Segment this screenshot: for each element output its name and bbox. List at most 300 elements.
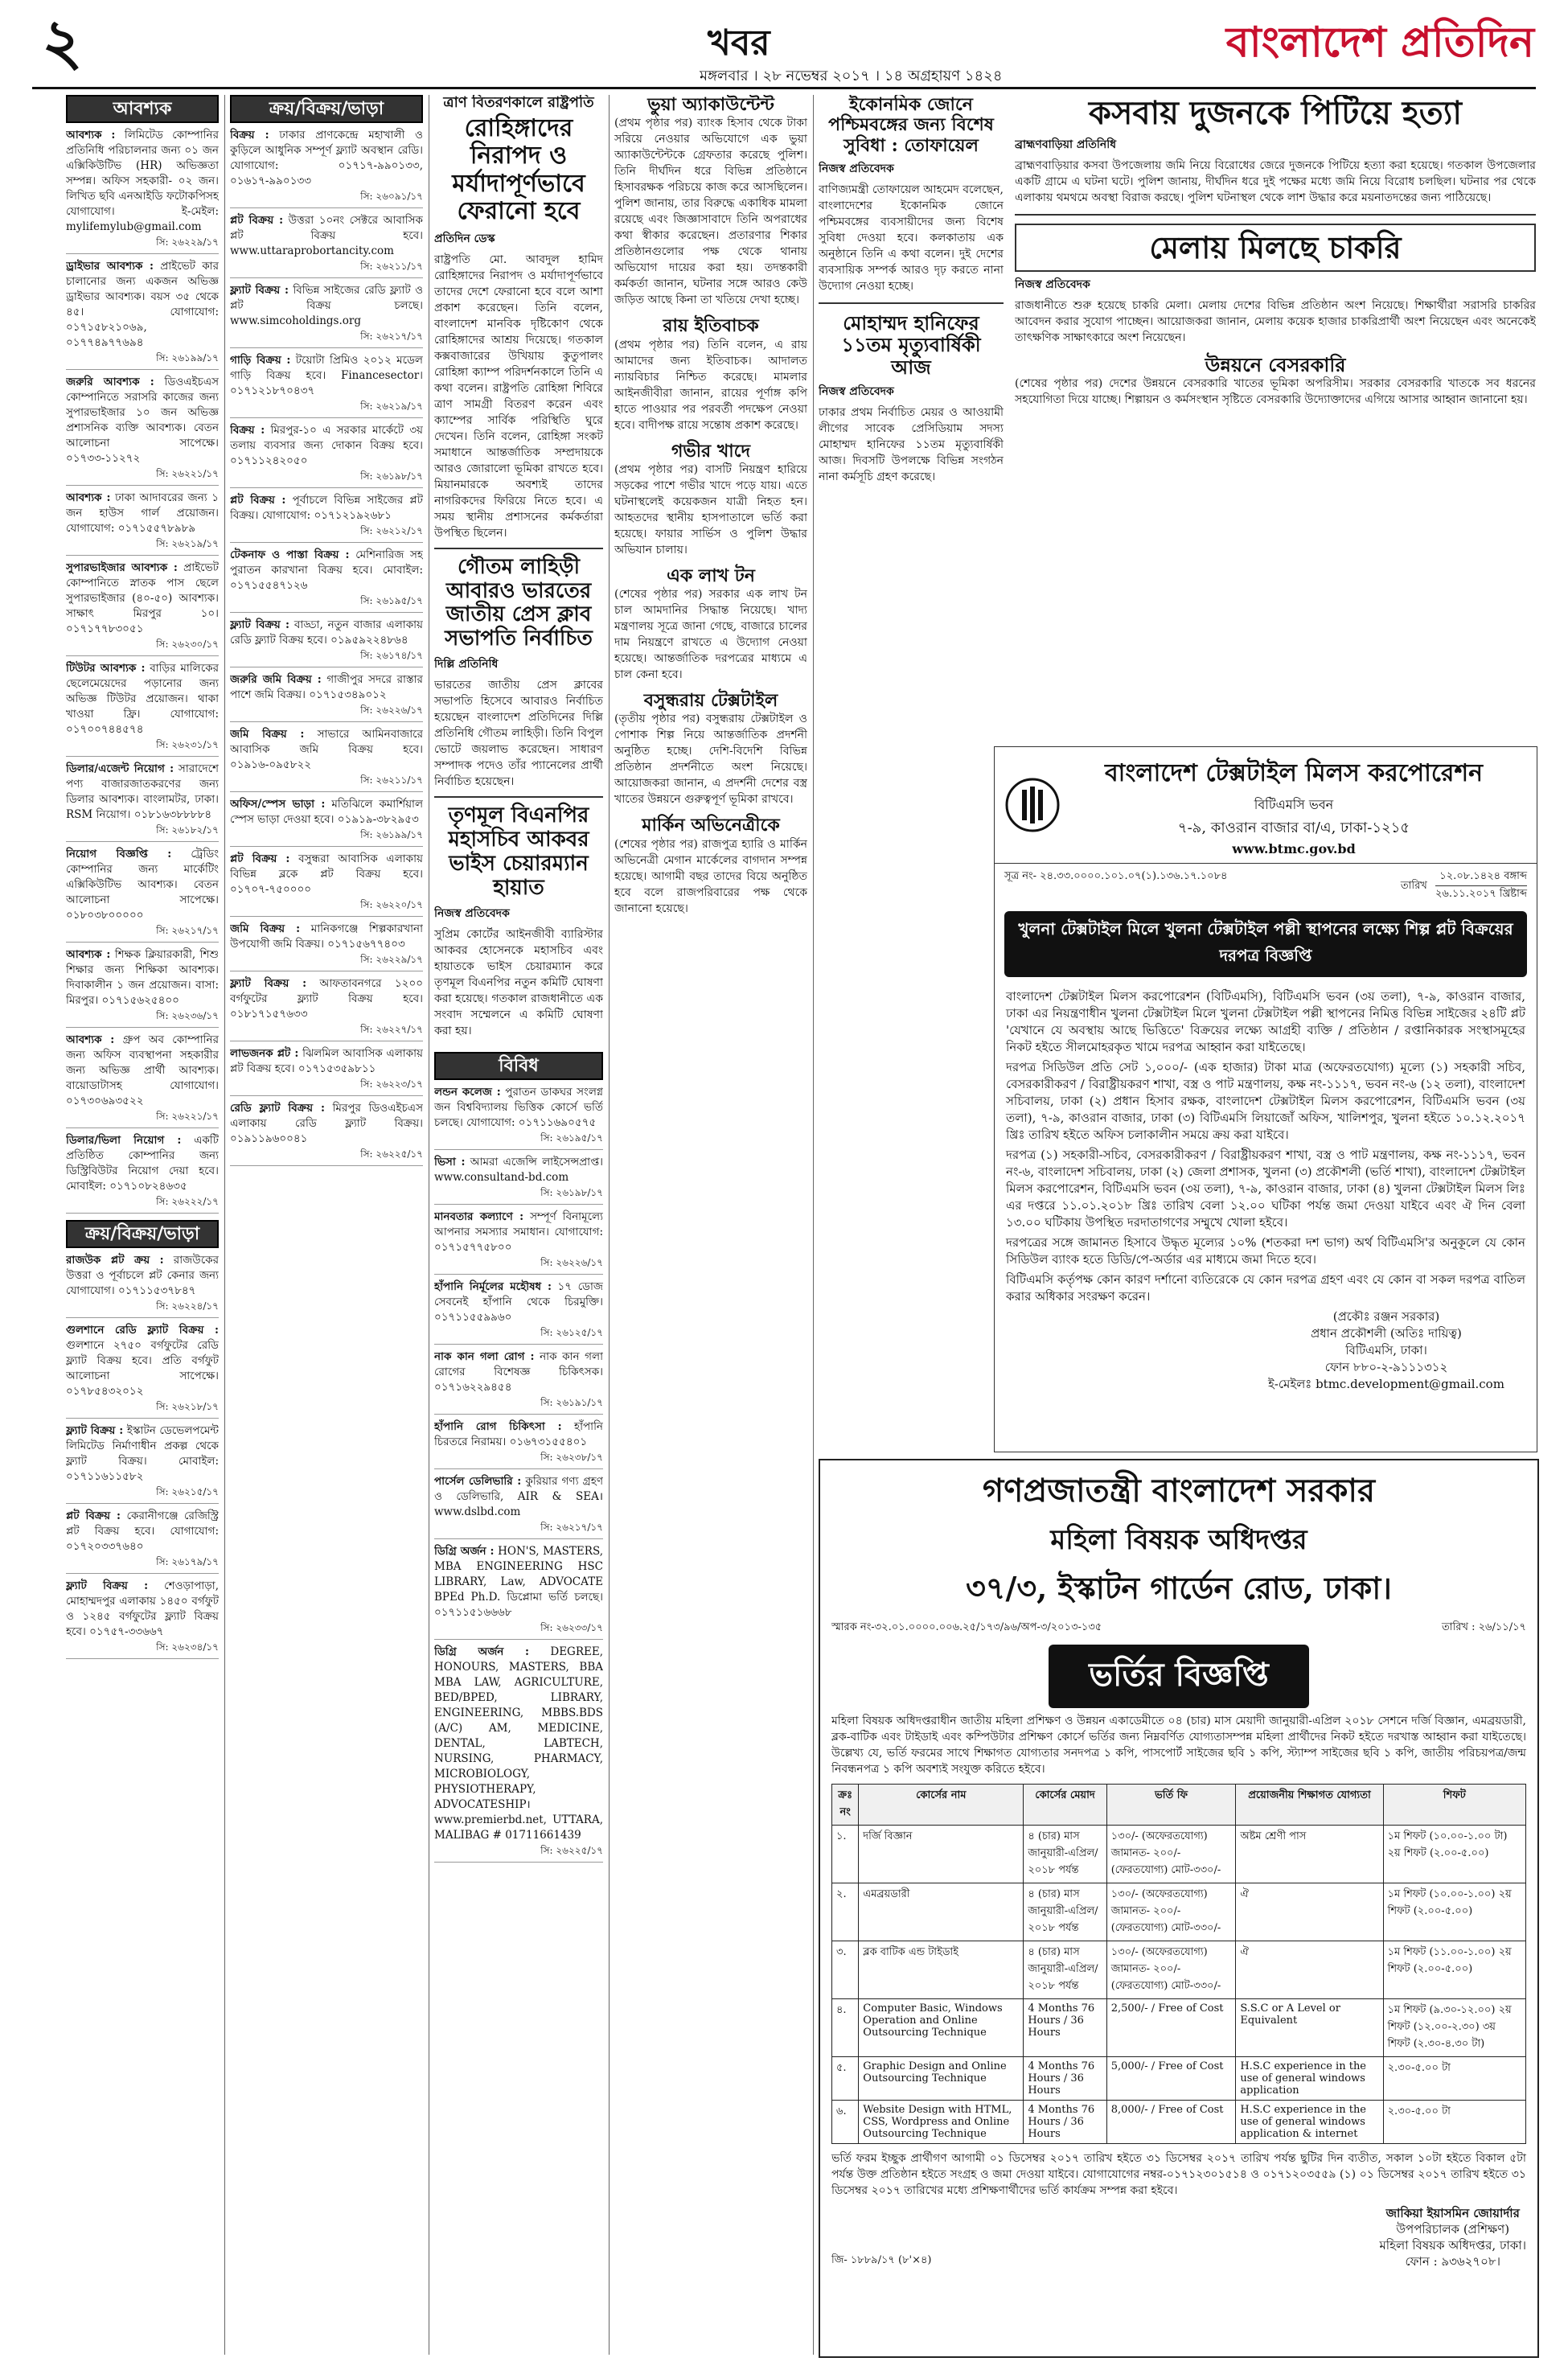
ad-paragraph: দরপত্রের সঙ্গে জামানত হিসাবে উদ্ধৃত মূল্যের ১০% (শতকরা দশ ভাগ) অর্থ বিটিএমসি'র অনুকূলে যে কোন সিডিউল ব্যাংক হতে ডিডি/পে-অর্ডার এর মাধ্যমে জমা দিতে হবে।	[1006, 1235, 1525, 1267]
classified-text: মানিকগঞ্জে শিল্পকারখানা উপযোগী জমি বিক্রয়। ০১৭১৫৬৭৭৪০৩	[230, 922, 423, 951]
classified-lead: পার্সেল ডেলিভারি :	[434, 1475, 522, 1488]
classified-text: পুরাতন ডাকঘর সংলগ্ন জন বিশ্ববিদ্যালয় ভিত্তিক কোর্সে ভর্তি চলছে। যোগাযোগ: ০১৭১১৬৯০৫৭৫	[434, 1086, 603, 1129]
table-cell: 4 Months 76 Hours / 36 Hours	[1024, 2057, 1106, 2101]
classified-item	[434, 1419, 603, 1469]
classified-lead: মানবতার কল্যাণে :	[434, 1210, 524, 1223]
classified-lead: আবশ্যক :	[66, 948, 111, 961]
story-headline: ভুয়া অ্যাকাউন্টেন্ট	[647, 95, 774, 115]
table-cell: ২.৩০-৫.০০ টা	[1383, 2101, 1525, 2144]
classified-item	[66, 1509, 219, 1574]
table-cell: ৪ (চার) মাস জানুয়ারী-এপ্রিল/২০১৮ পর্যন্ত	[1024, 1826, 1106, 1883]
ad-gov-name: গণপ্রজাতন্ত্রী বাংলাদেশ সরকার	[983, 1472, 1375, 1509]
table-cell: ব্লক বাটিক এন্ড টাইডাই	[859, 1941, 1024, 1999]
classified-code: সি: ২৬২৩১/১৭	[156, 739, 219, 750]
table-cell: ১ম শিফট (১০.০০-১.০০ টা) ২য় শিফট (২.০০-৫.০০)	[1383, 1826, 1525, 1883]
table-cell: 4 Months 76 Hours / 36 Hours	[1024, 2101, 1106, 2144]
classified-code: সি: ২৬১২৫/১৭	[540, 1327, 603, 1338]
ad-paragraph: বাংলাদেশ টেক্সটাইল মিলস করপোরেশন (বিটিএমসি), বিটিএমসি ভবন (৩য় তলা), ৭-৯, কাওরান বাজার, ঢাকা এর নিয়ন্ত্রণাধীন খুলনা টেক্সটাইল মিলে খুলনা টেক্সটাইল পল্লী স্থাপনের নিমিত্ত বিভিন্ন সাইজের ২৪টি প্লট 'যেখানে যে অবস্থায় আছে ভিত্তিতে' বিক্রয়ের লক্ষ্যে আগ্রহী ব্যক্তি / প্রতিষ্ঠান / রপ্তানিকারক সংস্থাসমূহের নিকট হইতে সীলমোহরকৃত খামে দরপত্র আহ্বান করা যাইতেছে।	[1006, 989, 1525, 1054]
table-cell: Computer Basic, Windows Operation and Online Outsourcing Technique	[859, 1999, 1024, 2057]
classified-text: নাক কান গলা রোগের বিশেষজ্ঞ চিকিৎসক। ০১৭১৬২২৯৪৫৪	[434, 1350, 603, 1394]
table-cell: ১৩০/- (অফেরতযোগ্য) জামানত- ২০০/- (ফেরতযোগ্য) মোট-৩৩০/-	[1106, 1883, 1236, 1941]
classified-lead: রেডি ফ্ল্যাট বিক্রয় :	[230, 1102, 325, 1115]
classified-item	[66, 375, 219, 486]
ad-ref: জি- ১৮৮৯/১৭ (৮'×৪)	[831, 2254, 932, 2266]
ad-org-name: বাংলাদেশ টেক্সটাইল মিলস করপোরেশন	[1104, 759, 1484, 787]
story-body: রাজধানীতে শুরু হয়েছে চাকরি মেলা। মেলায় দেশের বিভিন্ন প্রতিষ্ঠান অংশ নিয়েছে। শিক্ষার্থীরা সরাসরি চাকরির আবেদন করার সুযোগ পাচ্ছেন। আয়োজকরা জানান, মেলায় কয়েক হাজার চাকরিপ্রার্থী অংশ নিয়েছেন এবং অনেকেই তাৎক্ষণিক সাক্ষাৎকারে অংশ নিয়েছেন।	[1015, 298, 1536, 344]
ad-org-address: ৭-৯, কাওরান বাজার বা/এ, ঢাকা-১২১৫	[1177, 819, 1410, 836]
story-column-5	[819, 95, 1004, 738]
classified-code: সি: ২৬২৩৪/১৭	[156, 1641, 219, 1653]
ad-intro: মহিলা বিষয়ক অধিদপ্তরাধীন জাতীয় মহিলা প্রশিক্ষণ ও উন্নয়ন একাডেমীতে ০৪ (চার) মাস মেয়াদী জানুয়ারী-এপ্রিল ২০১৮ সেশনে দর্জি বিজ্ঞান, এমব্রয়ডারী, ব্লক-বাটিক এবং টাইডাই এবং কম্পিউটার প্রশিক্ষণ কোর্সে ভর্তির জন্য নিম্নবর্ণিত যোগ্যতাসম্পন্ন মহিলা প্রার্থীদের নিকট হইতে দরখাস্ত আহ্বান করা যাইতেছে। উল্লেখ্য যে, ভর্তি ফরমের সাথে শিক্ষাগত যোগ্যতার সনদপত্র ১ কপি, পাসপোর্ট সাইজের ছবি ১ কপি, স্ট্যাম্প সাইজের ছবি ১ কপি, জাতীয় পরিচয়পত্র/জন্ম নিবন্ধনপত্র ১ কপি অবশ্যই সংযুক্ত করিতে হইবে।	[831, 1715, 1526, 1776]
table-cell: 2,500/- / Free of Cost	[1106, 1999, 1236, 2057]
classified-lead: সুপারভাইজার আবশ্যক :	[66, 561, 178, 574]
classified-lead: প্লট বিক্রয় :	[230, 214, 284, 227]
classified-column-3	[434, 1052, 603, 2355]
classified-lead: ডিগ্রি অর্জন :	[434, 1545, 495, 1558]
classified-code: সি: ২৬১৯৮/১৭	[360, 470, 423, 482]
table-cell: অষ্টম শ্রেণী পাস	[1236, 1826, 1383, 1883]
classified-item	[230, 423, 423, 488]
classified-text: বিভিন্ন সাইজের রেডি ফ্ল্যাট ও প্লট বিক্রয় চলছে। www.simcoholdings.org	[230, 284, 423, 327]
classified-item	[434, 1544, 603, 1640]
classified-item	[434, 1210, 603, 1275]
story-byline: নিজস্ব প্রতিবেদক	[819, 384, 894, 398]
classified-code: সি: ২৬২৩৩/১৭	[540, 1622, 603, 1633]
classified-text: ইস্কাটন ডেভেলপমেন্ট লিমিটেড নির্মাণাধীন প্রকল্প থেকে ফ্ল্যাট বিক্রয়। মোবাইল: ০১৭১১৬১১৫৮২	[66, 1424, 219, 1483]
table-cell: এমব্রয়ডারী	[859, 1883, 1024, 1941]
classified-text: সম্পূর্ণ বিনামূল্যে আপনার সমস্যার সমাধান। যোগাযোগ: ০১৭১৫৭৭৫৮০০	[434, 1210, 603, 1254]
table-cell: ১.	[832, 1826, 859, 1883]
story-kicker: ত্রাণ বিতরণকালে রাষ্ট্রপতি	[443, 95, 594, 111]
classified-code: সি: ২৬২২৭/১৭	[360, 1024, 423, 1035]
table-row	[832, 1999, 1526, 2057]
classified-item	[66, 661, 219, 757]
classified-code: সি: ২৬২২৯/১৭	[360, 954, 423, 965]
classified-text: একটি প্রতিষ্ঠিত কোম্পানির জন্য ডিস্ট্রিবিউটর নিয়োগ দেয়া হবে। মোবাইল: ০১৭১০৮২৪৬৩৫	[66, 1134, 219, 1193]
classified-code: সি: ২৬১৮২/১৭	[156, 824, 219, 836]
classified-code: সি: ২৬১৯৯/১৭	[156, 352, 219, 363]
classified-item	[434, 1085, 603, 1150]
classified-lead: রাজউক প্লট ক্রয় :	[66, 1254, 164, 1267]
classified-lead: ডিলার/এজেন্ট নিয়োগ :	[66, 762, 174, 775]
story-byline: ব্রাহ্মণবাড়িয়া প্রতিনিধি	[1015, 138, 1117, 151]
classified-text: আফতাবনগরে ১২০০ বর্গফুটের ফ্ল্যাট বিক্রয় হবে। ০১৮১৭১৫৭৬৩৩	[230, 977, 423, 1021]
classified-item	[66, 1423, 219, 1504]
story-headline: উন্নয়নে বেসরকারি	[1205, 352, 1346, 376]
ad-phone: ফোন : ৯৩৬২৭০৮।	[1405, 2254, 1500, 2269]
story-body: ভারতের জাতীয় প্রেস ক্লাবের সভাপতি হিসেবে আবারও নির্বাচিত হয়েছেন বাংলাদেশ প্রতিদিনের দিল্লি প্রতিনিধি গৌতম লাহিড়ী। তিনি বিপুল ভোটে জয়লাভ করেছেন। সাধারণ সম্পাদক পদেও তাঁর প্যানেলের প্রার্থী নির্বাচিত হয়েছেন।	[434, 679, 603, 789]
classified-text: ঝিলমিল আবাসিক এলাকায় প্লট বিক্রয় হবে। ০১৭১৫৩৫৯৮১১	[230, 1047, 423, 1075]
classified-text: ডিওএইচএস কোম্পানিতে সরাসরি কাজের জন্য সুপারভাইজার ১০ জন অভিজ্ঞ প্রশাসনিক ব্যক্তি আবশ্যক। বেতন আলোচনা সাপেক্ষে। ০১৭৩৩-১১২৭২	[66, 376, 219, 465]
classified-item	[434, 1645, 603, 1863]
classified-text: প্রাইভেট কার চালানোর জন্য একজন অভিজ্ঞ ড্রাইভার আবশ্যক। বয়স ৩৫ থেকে ৪৫। যোগাযোগ: ০১৭১৫৮২১০৬৯, ০১৭৭৪৯৭৭৬৯৪	[66, 260, 219, 349]
story-body: (শেষের পৃষ্ঠার পর) সরকার এক লাখ টন চাল আমদানির সিদ্ধান্ত নিয়েছে। খাদ্য মন্ত্রণালয় সূত্রে জানা গেছে, বাজারে চালের দাম নিয়ন্ত্রণে রাখতে এ উদ্যোগ নেওয়া হয়েছে। আন্তর্জাতিক দরপত্রের মাধ্যমে এ চাল কেনা হবে।	[614, 588, 807, 682]
classified-text: ঢাকার প্রাণকেন্দ্রে মহাখালী ও কুড়িলে আধুনিক সম্পূর্ণ ফ্ল্যাট অবস্থান রেডি। যোগাযোগ: ০১৭১৭-৯৯০১৩৩, ০১৬১৭-৯৯০১৩৩	[230, 129, 423, 187]
ad-website: www.btmc.gov.bd	[1232, 841, 1356, 856]
classified-code: সি: ২৬২১৭/১৭	[156, 925, 219, 936]
classified-item	[230, 852, 423, 917]
ad-date-label: তারিখ	[1400, 880, 1427, 892]
classified-text: মিরপুর-১০ এ সরকার মার্কেটে ৩য় তলায় ব্যবসার জন্য দোকান বিক্রয় হবে। ০১৭১১২৪২০৫০	[230, 424, 423, 467]
classified-code: সি: ২৬২১২/১৭	[360, 525, 423, 536]
classified-lead: বিক্রয় :	[230, 424, 265, 437]
newspaper-logo: বাংলাদেশ প্রতিদিন	[1225, 18, 1534, 67]
classified-code: সি: ২৬২১৯/১৭	[156, 538, 219, 549]
classified-text: বসুন্ধরা আবাসিক এলাকায় বিভিন্ন ব্লকে প্লট বিক্রয় হবে। ০১৭০৭-৭৫০০০০	[230, 852, 423, 896]
story-headline: গৌতম লাহিড়ী আবারও ভারতের জাতীয় প্রেস ক্লাব সভাপতি নির্বাচিত	[445, 554, 593, 651]
classified-item	[66, 1133, 219, 1214]
classified-code: সি: ২৬১৯১/১৭	[540, 1397, 603, 1408]
table-cell: ৩.	[832, 1941, 859, 1999]
classified-text: গুলশানে ২৭৫০ বর্গফুটের রেডি ফ্ল্যাট বিক্রয় হবে। প্রতি বর্গফুট আলোচনা সাপেক্ষে। ০১৭৮৫৪৩২০১২	[66, 1339, 219, 1398]
classified-column-1	[66, 95, 219, 2355]
table-cell: 5,000/- / Free of Cost	[1106, 2057, 1236, 2101]
classified-lead: জরুরি জমি বিক্রয় :	[230, 673, 322, 686]
classified-text: রাজউকের উত্তরা ও পূর্বাচলে প্লট কেনার জন্য যোগাযোগ। ০১৭১১৫৩৭৮৪৭	[66, 1254, 219, 1297]
ad-date: তারিখ : ২৬/১১/১৭	[1442, 1621, 1526, 1633]
table-cell: ৫.	[832, 2057, 859, 2101]
ad-signatory-org: মহিলা বিষয়ক অধিদপ্তর, ঢাকা।	[1379, 2238, 1526, 2253]
classified-item	[434, 1279, 603, 1345]
story-byline: নিজস্ব প্রতিবেদক	[434, 906, 510, 920]
ad-footer: ভর্তি ফরম ইচ্ছুক প্রার্থীগণ আগামী ০১ ডিসেম্বর ২০১৭ তারিখ হইতে ৩১ ডিসেম্বর ২০১৭ তারিখ পর্যন্ত ছুটির দিন ব্যতীত, সকাল ১০টা হইতে বিকাল ৫টা পর্যন্ত উক্ত প্রতিষ্ঠান হইতে সংগ্রহ ও জমা দেওয়া যাইবে। যোগাযোগের নম্বর-০১৭১২৩০১৫১৪ ও ০১৭১২০৩৫৫৯ (১) ০১ ডিসেম্বর ২০১৭ তারিখ হইতে ৩১ ডিসেম্বর ২০১৭ তারিখের মধ্যে প্রশিক্ষণার্থীদের ভর্তি কার্যক্রম সম্পন্ন করা হইবে।	[831, 2152, 1526, 2197]
classified-code: সি: ২৬২২৯/১৭	[156, 236, 219, 248]
story-body: (তৃতীয় পৃষ্ঠার পর) বসুন্ধরায় টেক্সটাইল ও পোশাক শিল্প নিয়ে আন্তর্জাতিক প্রদর্শনী অনুষ্ঠিত হচ্ছে। দেশি-বিদেশি বিভিন্ন প্রতিষ্ঠান প্রদর্শনীতে অংশ নিয়েছে। আয়োজকরা জানান, এ প্রদর্শনী দেশের বস্ত্র খাতের উন্নয়নে গুরুত্বপূর্ণ ভূমিকা রাখবে।	[614, 713, 807, 807]
table-cell: ১ম শিফট (১১.০০-১.০০) ২য় শিফট (২.০০-৫.০০)	[1383, 1941, 1525, 1999]
classified-item	[66, 947, 219, 1028]
classified-text: শিক্ষক ক্লিয়ারকারী, শিশু শিক্ষার জন্য শিক্ষিকা আবশ্যক। দিবাকালীন ১ জন প্রয়োজন। বাসা: মিরপুর। ০১৭১৫৬২৫৪০০	[66, 948, 219, 1007]
story-byline: দিল্লি প্রতিনিধি	[434, 658, 499, 672]
story-headline: কসবায় দুজনকে পিটিয়ে হত্যা	[1088, 95, 1463, 132]
classified-text: গ্রুপ অব কোম্পানির জন্য অফিস ব্যবস্থাপনা সহকারীর জন্য অভিজ্ঞ প্রার্থী আবশ্যক। বায়োডাটাসহ যোগাযোগ। ০১৭৩০৬৯৩৫২২	[66, 1033, 219, 1107]
classified-text: ঢাকা আদাবরের জন্য ১ জন হাউস গার্ল প্রয়োজন। যোগাযোগ: ০১৭১৫৫৭৮৯৮৯	[66, 491, 219, 535]
classified-item	[230, 128, 423, 208]
story-body: রাষ্ট্রপতি মো. আবদুল হামিদ রোহিঙ্গাদের নিরাপদ ও মর্যাদাপূর্ণভাবে তাদের দেশে ফেরানো হবে বলে আশা প্রকাশ করেছেন। তিনি বলেন, বাংলাদেশ মানবিক দৃষ্টিকোণ থেকে রোহিঙ্গাদের আশ্রয় দিয়েছে। গতকাল কক্সবাজারের উখিয়ায় কুতুপালং রোহিঙ্গা ক্যাম্প পরিদর্শনকালে তিনি এ কথা বলেন। রাষ্ট্রপতি রোহিঙ্গা শিবিরে ত্রাণ সামগ্রী বিতরণ করেন এবং ক্যাম্পের সার্বিক পরিস্থিতি ঘুরে দেখেন। তিনি বলেন, রোহিঙ্গা সংকট সমাধানে আন্তর্জাতিক সম্প্রদায়কে আরও জোরালো ভূমিকা রাখতে হবে। মিয়ানমারকে অবশ্যই তাদের নাগরিকদের ফিরিয়ে নিতে হবে। এ সময় স্থানীয় প্রশাসনের কর্মকর্তারা উপস্থিত ছিলেন।	[434, 253, 603, 540]
classified-lead: প্লট বিক্রয় :	[230, 494, 286, 507]
classified-text: ট্রেডিং কোম্পানির জন্য মার্কেটিং এক্সিকিউটিভ আবশ্যক। বেতন আলোচনা সাপেক্ষে। ০১৮০৩৮০০০০০	[66, 848, 219, 922]
classified-lead: নিয়োগ বিজ্ঞপ্তি :	[66, 848, 172, 860]
table-cell: ঐ	[1236, 1883, 1383, 1941]
table-cell: ২.৩০-৫.০০ টা	[1383, 2057, 1525, 2101]
story-byline: নিজস্ব প্রতিবেদক	[1015, 277, 1090, 291]
ad-signatory-org: বিটিএমসি, ঢাকা।	[1345, 1343, 1427, 1357]
classified-item	[434, 1474, 603, 1539]
classified-item	[230, 618, 423, 667]
classified-text: হাঁপানি চিরতরে নিরাময়। ০১৬৭৩১৫৫৪০১	[434, 1420, 603, 1448]
ad-banner: খুলনা টেক্সটাইল মিলে খুলনা টেক্সটাইল পল্লী স্থাপনের লক্ষ্যে শিল্প প্লট বিক্রয়ের দরপত্র বিজ্ঞপ্তি	[1004, 911, 1527, 977]
story-headline: ইকোনমিক জোনে পশ্চিমবঙ্গের জন্য বিশেষ সুবিধা : তোফায়েল	[828, 95, 994, 156]
classified-lead: আবশ্যক :	[66, 1033, 115, 1046]
classified-code: সি: ২৬২১৫/১৭	[156, 1486, 219, 1497]
table-cell: Website Design with HTML, CSS, Wordpress and Online Outsourcing Technique	[859, 2101, 1024, 2144]
classified-item	[66, 1033, 219, 1128]
classified-item	[230, 283, 423, 348]
date-line: মঙ্গলবার । ২৮ নভেম্বর ২০১৭ । ১৪ অগ্রহায়ণ ১৪২৪	[700, 68, 1003, 84]
column-divider	[609, 95, 610, 2355]
classified-text: লিমিটেড কোম্পানির প্রতিনিধি পরিচালনার জন্য ০১ জন এক্সিকিউটিভ (HR) অভিজ্ঞতা সম্পন্ন। অফিস সহকারী- ০২ জন। লিখিত ছবি এনআইডি ফটোকপিসহ যোগাযোগ। ই-মেইল: mylifemylub@gmail.com	[66, 129, 219, 233]
classified-heading: ক্রয়/বিক্রয়/ভাড়া	[66, 1220, 219, 1248]
ad-dept-address: ৩৭/৩, ইস্কাটন গার্ডেন রোড, ঢাকা।	[966, 1570, 1392, 1606]
classified-code: সি: ২৬২১৭/১৭	[360, 331, 423, 342]
classified-item	[66, 762, 219, 842]
story-headline: রোহিঙ্গাদের নিরাপদ ও মর্যাদাপূর্ণভাবে ফেরানো হবে	[452, 113, 585, 226]
table-header: ক্রঃ নং	[832, 1785, 859, 1826]
classified-text: সারাদেশে পণ্য বাজারজাতকরণের জন্য ডিলার আবশ্যক। বাংলামটর, ঢাকা। RSM নিয়োগ। ০১৮১৬৩৮৮৮৮৪	[66, 762, 219, 821]
table-cell: ১৩০/- (অফেরতযোগ্য) জামানত- ২০০/- (ফেরতযোগ্য) মোট-৩৩০/-	[1106, 1826, 1236, 1883]
classified-code: সি: ২৬১৯৯/১৭	[360, 829, 423, 840]
classified-lead: ফ্ল্যাট বিক্রয় :	[230, 977, 307, 990]
column-divider	[224, 95, 225, 2355]
story-column-4	[614, 95, 807, 2355]
table-row	[832, 2101, 1526, 2144]
classified-lead: গাড়ি বিক্রয় :	[230, 354, 291, 367]
classified-lead: ফ্ল্যাট বিক্রয় :	[66, 1579, 149, 1592]
classified-text: সাভারে আমিনবাজারে আবাসিক জমি বিক্রয় হবে। ০১৯১৬-০৯৫৮২২	[230, 728, 423, 771]
table-header: কোর্সের মেয়াদ	[1024, 1785, 1106, 1826]
btmc-tender-ad	[994, 746, 1537, 1452]
classified-lead: লন্ডন কলেজ :	[434, 1086, 501, 1099]
story-headline: বসুন্ধরায় টেক্সটাইল	[643, 690, 778, 712]
classified-text: কেরানীগঞ্জে রেজিস্ট্রি প্লট বিক্রয় হবে। যোগাযোগ: ০১৭২০৩৩৭৬৪০	[66, 1509, 219, 1553]
classified-item	[230, 1046, 423, 1096]
ad-signatory-title: উপপরিচালক (প্রশিক্ষণ)	[1396, 2222, 1510, 2236]
classified-item	[230, 797, 423, 847]
classified-item	[230, 727, 423, 792]
classified-code: সি: ২৬২২০/১৭	[360, 899, 423, 910]
table-cell: H.S.C experience in the use of general windows application & internet	[1236, 2101, 1383, 2144]
classified-code: সি: ২৬১৯৮/১৭	[540, 1187, 603, 1198]
classified-lead: ডিগ্রি অর্জন :	[434, 1645, 530, 1658]
classified-code: সি: ২৬২২১/১৭	[156, 1111, 219, 1122]
story-body: (প্রথম পৃষ্ঠার পর) তিনি বলেন, এ রায় আমাদের জন্য ইতিবাচক। আদালত ন্যায়বিচার নিশ্চিত করেছে। মামলার আইনজীবীরা জানান, রায়ের পূর্ণাঙ্গ কপি হাতে পাওয়ার পর পরবর্তী পদক্ষেপ নেওয়া হবে। বাদীপক্ষ রায়ে সন্তোষ প্রকাশ করেছে।	[614, 338, 807, 432]
story-rohingya	[434, 95, 603, 1044]
classified-code: সি: ২৬২২২/১৭	[156, 1196, 219, 1207]
classified-item	[434, 1155, 603, 1205]
ad-memo: স্মারক নং-৩২.০১.০০০০.০০৬.২৫/১৭৩/৯৬/অপ-৩/২০১৩-১৩৫	[831, 1621, 1102, 1633]
classified-lead: লাভজনক প্লট :	[230, 1047, 299, 1060]
table-cell: ঐ	[1236, 1941, 1383, 1999]
classified-item	[230, 353, 423, 418]
classified-lead: হাঁপানি নির্মূলের মহৌষধ :	[434, 1280, 552, 1293]
table-cell: দর্জি বিজ্ঞান	[859, 1826, 1024, 1883]
table-cell: ১৩০/- (অফেরতযোগ্য) জামানত- ২০০/- (ফেরতযোগ্য) মোট-৩৩০/-	[1106, 1941, 1236, 1999]
classified-code: সি: ২৬১৯৫/১৭	[540, 1132, 603, 1144]
classified-item	[230, 976, 423, 1041]
classified-code: সি: ২৬২১১/১৭	[360, 774, 423, 786]
table-row	[832, 1941, 1526, 1999]
classified-lead: টেকনাফ ও পাস্তা বিক্রয় :	[230, 548, 350, 561]
classified-code: সি: ২৬২২৪/১৭	[156, 1300, 219, 1312]
story-headline: এক লাখ টন	[667, 565, 755, 586]
classified-heading: ক্রয়/বিক্রয়/ভাড়া	[230, 95, 423, 123]
story-byline: প্রতিদিন ডেস্ক	[434, 232, 495, 245]
table-row	[832, 1883, 1526, 1941]
classified-item	[66, 1323, 219, 1419]
classified-lead: টিউটর আবশ্যক :	[66, 662, 146, 675]
classified-text: প্রাইভেট কোম্পানিতে স্নাতক পাস ছেলে সুপারভাইজার (৪০-৫০) আবশ্যক। সাক্ষাৎ মিরপুর ১০। ০১৭১৭৭৮৩০৫১	[66, 561, 219, 635]
classified-lead: আবশ্যক :	[66, 129, 116, 142]
classified-text: HON'S, MASTERS, MBA ENGINEERING HSC LIBRARY, Law, ADVOCATE BPEd Ph.D. ডিপ্লোমা ভর্তি চলছে। ০১৭১১৫১৬৬৬৮	[434, 1545, 603, 1619]
classified-text: বাড্ডা, নতুন বাজার এলাকায় রেডি ফ্ল্যাট বিক্রয় হবে। ০১৯৫৯২২৪৮৬৪	[230, 618, 423, 647]
classified-code: সি: ২৬২২১/১৭	[156, 468, 219, 479]
table-header: ভর্তি ফি	[1106, 1785, 1236, 1826]
story-headline: তৃণমূল বিএনপির মহাসচিব আকবর ভাইস চেয়ারম্যান হায়াত	[448, 803, 589, 900]
table-cell: ৪ (চার) মাস জানুয়ারী-এপ্রিল/২০১৮ পর্যন্ত	[1024, 1883, 1106, 1941]
classified-item	[434, 1349, 603, 1415]
ad-date-gregorian: ২৬.১১.২০১৭ খ্রিষ্টাব্দ	[1435, 888, 1527, 900]
classified-lead: ফ্ল্যাট বিক্রয় :	[230, 618, 289, 631]
classified-code: সি: ২৬২১৯/১৭	[360, 400, 423, 412]
classified-code: সি: ২৬২৩০/১৭	[156, 639, 219, 650]
classified-item	[66, 128, 219, 254]
classified-code: সি: ২৬২৩৬/১৭	[156, 1010, 219, 1021]
story-headline: মেলায় মিলছে চাকরি	[1015, 224, 1536, 272]
classified-code: সি: ২৬২২৫/১৭	[540, 1845, 603, 1856]
table-header: শিফট	[1383, 1785, 1525, 1826]
story-headline: মোহাম্মদ হানিফের ১১তম মৃত্যুবার্ষিকী আজ	[841, 310, 981, 380]
classified-item	[66, 259, 219, 370]
classified-text: আমরা এজেন্সি লাইসেন্সপ্রাপ্ত। www.consultand-bd.com	[434, 1156, 603, 1184]
ad-memo: সূত্র নং- ২৪.৩৩.০০০০.১০১.০৭(১).১৩৬.১৭.১০৮৪	[1004, 870, 1228, 882]
classified-code: সি: ২৬২১৮/১৭	[156, 1401, 219, 1412]
classified-text: মতিঝিলে কমার্শিয়াল স্পেস ভাড়া দেওয়া হবে। ০১৯১৯-৩৮২৯৫৩	[230, 798, 423, 826]
classified-lead: হাঁপানি রোগ চিকিৎসা :	[434, 1420, 562, 1433]
ad-signatory-name: (প্রকৌঃ রঞ্জন সরকার)	[1332, 1309, 1440, 1324]
classified-item	[66, 1253, 219, 1318]
classified-code: সি: ২৬২২৫/১৭	[360, 1148, 423, 1160]
women-affairs-admission-ad	[819, 1459, 1539, 2358]
classified-lead: জরুরি আবশ্যক :	[66, 376, 154, 388]
ad-paragraph: দরপত্র সিডিউল প্রতি সেট ১,০০০/- (এক হাজার) টাকা মাত্র (অফেরতযোগ্য) মূল্যে (১) সহকারী সচিব, বেসরকারীকরণ / বিরাষ্ট্রীয়করণ শাখা, বস্ত্র ও পাট মন্ত্রণালয়, কক্ষ নং-১১১৭, ভবন নং-৬ (১২ তলা), বাংলাদেশ সচিবালয়, ঢাকা (২) প্রধান হিসাব রক্ষক, বাংলাদেশ টেক্সটাইল মিলস করপোরেশন, বিটিএমসি ভবন (৩য় তলা), ৭-৯, কাওরান বাজার, ঢাকা (৩) বিটিএমসি লিয়াজোঁ অফিস, খালিশপুর, খুলনা হইতে ১০.১২.২০১৭ খ্রিঃ তারিখ হইতে অফিস চলাকালীন সময়ে ক্রয় করা যাইবে।	[1006, 1060, 1525, 1142]
classified-lead: আবশ্যক :	[66, 491, 111, 504]
ad-org-sub: বিটিএমসি ভবন	[1254, 797, 1334, 812]
story-body: বাণিজ্যমন্ত্রী তোফায়েল আহমেদ বলেছেন, বাংলাদেশের ইকোনমিক জোনে পশ্চিমবঙ্গের ব্যবসায়ীদের জন্য বিশেষ সুবিধা দেওয়া হবে। কলকাতায় এক অনুষ্ঠানে তিনি এ কথা বলেন। দুই দেশের ব্যবসায়িক সম্পর্ক আরও দৃঢ় করতে নানা উদ্যোগ নেওয়া হচ্ছে।	[819, 183, 1004, 293]
classified-text: বাড়ির মালিকের ছেলেমেয়েদের পড়ানোর জন্য অভিজ্ঞ টিউটর প্রয়োজন। থাকা খাওয়া ফ্রি। যোগাযোগ: ০১৭০০৭৪৪৫৭৪	[66, 662, 219, 736]
ad-signatory-name: জাকিয়া ইয়াসমিন জোয়ার্দার	[1385, 2206, 1520, 2220]
classified-code: সি: ২৬১৭৪/১৭	[360, 650, 423, 661]
table-cell: ৬.	[832, 2101, 859, 2144]
ad-phone: ফোন ৮৮০-২-৯১১১৩১২	[1324, 1360, 1448, 1374]
btmc-logo-icon	[1004, 777, 1061, 833]
classified-text: শেওড়াপাড়া, মোহাম্মদপুর এলাকায় ১৪৫০ বর্গফুট ও ১২৪৫ বর্গফুটের ফ্ল্যাট বিক্রয় হবে। ০১৭৫৭-৩৩৬৬৭	[66, 1579, 219, 1638]
classified-lead: ডিলার/ভিলা নিয়োগ :	[66, 1134, 182, 1147]
table-header: প্রয়োজনীয় শিক্ষাগত যোগ্যতা	[1236, 1785, 1383, 1826]
story-headline: রায় ইতিবাচক	[663, 315, 759, 337]
table-cell: 8,000/- / Free of Cost	[1106, 2101, 1236, 2144]
classified-lead: জমি বিক্রয় :	[230, 922, 301, 935]
column-divider	[813, 95, 814, 2355]
classified-code: সি: ২৬১৯৫/১৭	[360, 595, 423, 606]
classified-code: সি: ২৬২২৬/১৭	[360, 704, 423, 716]
classified-item	[66, 491, 219, 556]
ad-email: ই-মেইলঃ btmc.development@gmail.com	[1268, 1377, 1504, 1391]
story-byline: নিজস্ব প্রতিবেদক	[819, 162, 894, 175]
header-rule	[32, 87, 1536, 89]
story-headline: মার্কিন অভিনেত্রীকে	[642, 815, 780, 836]
ad-paragraph: দরপত্র (১) সহকারী-সচিব, বেসরকারীকরণ / বিরাষ্ট্রীয়করণ শাখা, বস্ত্র ও পাট মন্ত্রণালয়, কক্ষ নং-১১১৭, ভবন নং-৬, বাংলাদেশ সচিবালয়, ঢাকা (২) জেলা প্রশাসক, খুলনা (৩) প্রকৌশলী (ভর্তি শাখা), বাংলাদেশ টেক্সটাইল মিলস করপোরেশন, বিটিএমসি ভবন (৩য় তলা), ৭-৯, কাওরান বাজার, ঢাকা (৪) খুলনা টেক্সটাইল মিলস লিঃ এর দপ্তরে ১১.০১.২০১৮ খ্রিঃ তারিখ বেলা ১২.০০ ঘটিকা পর্যন্ত জমা দেওয়া যাইবে এবং ঐ দিন বেলা ১৩.০০ ঘটিকায় উপস্থিত দরদাতাগণের সম্মুখে খোলা হইবে।	[1006, 1148, 1525, 1230]
classified-text: উত্তরা ১০নং সেক্টরে আবাসিক প্লট বিক্রয় হবে। www.uttaraprobortancity.com	[230, 214, 423, 257]
classified-text: ১৭ ডোজ সেবনেই হাঁপানি থেকে চিরমুক্তি। ০১৭১১৫৫৯৯৬০	[434, 1280, 603, 1324]
classified-item	[230, 922, 423, 971]
table-cell: ২.	[832, 1883, 859, 1941]
classified-heading: আবশ্যক	[66, 95, 219, 123]
classified-item	[66, 847, 219, 943]
classified-lead: ফ্ল্যাট বিক্রয় :	[66, 1424, 124, 1437]
classified-item	[230, 213, 423, 278]
table-cell: 4 Months 76 Hours / 36 Hours	[1024, 1999, 1106, 2057]
classified-item	[66, 1579, 219, 1659]
classified-lead: বিক্রয় :	[230, 129, 269, 142]
classified-code: সি: ২৬২৩৮/১৭	[540, 1452, 603, 1463]
classified-lead: ভিসা :	[434, 1156, 466, 1169]
ad-date-bengali: ১২.০৮.১৪২৪ বঙ্গাব্দ	[1435, 869, 1527, 886]
section-title: খবর	[708, 23, 770, 64]
table-cell: S.S.C or A Level or Equivalent	[1236, 1999, 1383, 2057]
classified-code: সি: ২৬২১৭/১৭	[540, 1522, 603, 1533]
classified-lead: প্লট বিক্রয় :	[230, 852, 290, 865]
classified-code: সি: ২৬২১১/১৭	[360, 261, 423, 272]
table-row	[832, 1826, 1526, 1883]
ad-paragraph: বিটিএমসি কর্তৃপক্ষ কোন কারণ দর্শানো ব্যতিরেকে যে কোন দরপত্র গ্রহণ এবং যে কোন বা সকল দরপত্র বাতিল করার অধিকার সংরক্ষণ করেন।	[1006, 1272, 1525, 1304]
story-column-6	[1015, 95, 1536, 738]
classified-item	[230, 493, 423, 543]
classified-text: মেশিনারিজ সহ পুরাতন কারখানা বিক্রয় হবে। মোবাইল: ০১৭১৫৫৪৭১২৬	[230, 548, 423, 592]
story-body: সুপ্রিম কোর্টের আইনজীবী ব্যারিস্টার আকবর হোসেনকে মহাসচিব এবং হায়াতকে ভাইস চেয়ারম্যান করে তৃণমূল বিএনপির নতুন কমিটি ঘোষণা করা হয়েছে। গতকাল রাজধানীতে এক সংবাদ সম্মেলনে এ কমিটি ঘোষণা করা হয়।	[434, 927, 603, 1037]
story-body: (শেষের পৃষ্ঠার পর) রাজপুত্র হ্যারি ও মার্কিন অভিনেত্রী মেগান মার্কেলের বাগদান সম্পন্ন হয়েছে। আগামী বছর তাদের বিয়ে অনুষ্ঠিত হবে বলে রাজপরিবারের পক্ষ থেকে জানানো হয়েছে।	[614, 837, 807, 915]
classified-code: সি: ২৬০৯১/১৭	[360, 191, 423, 202]
classified-item	[230, 672, 423, 722]
classified-item	[230, 1101, 423, 1166]
table-cell: ১ম শিফট (৯.৩০-১২.০০) ২য় শিফট (১২.০০-২.৩০) ৩য় শিফট (২.৩০-৪.৩০ টা)	[1383, 1999, 1525, 2057]
ad-dept-name: মহিলা বিষয়ক অধিদপ্তর	[1050, 1524, 1307, 1556]
story-body: (শেষের পৃষ্ঠার পর) দেশের উন্নয়নে বেসরকারি খাতের ভূমিকা অপরিসীম। সরকার বেসরকারি খাতকে সব ধরনের সহযোগিতা দিয়ে যাচ্ছে। শিল্পায়ন ও কর্মসংস্থান সৃষ্টিতে বেসরকারি উদ্যোক্তাদের এগিয়ে আসার আহ্বান জানানো হয়।	[1015, 377, 1536, 407]
classified-code: সি: ২৬২২৬/১৭	[540, 1257, 603, 1268]
classified-lead: ড্রাইভার আবশ্যক :	[66, 260, 154, 273]
classified-heading: বিবিধ	[434, 1052, 603, 1080]
table-row	[832, 2057, 1526, 2101]
story-body: ব্রাহ্মণবাড়িয়ার কসবা উপজেলায় জমি নিয়ে বিরোধের জেরে দুজনকে পিটিয়ে হত্যা করা হয়েছে। গতকাল উপজেলার একটি গ্রামে এ ঘটনা ঘটে। পুলিশ জানায়, দীর্ঘদিন ধরে দুই পক্ষের মধ্যে জমি নিয়ে বিরোধ চলছিল। ঘটনার পর থেকে এলাকায় থমথমে অবস্থা বিরাজ করছে। পুলিশ ঘটনাস্থল থেকে লাশ উদ্ধার করে ময়নাতদন্তের জন্য পাঠিয়েছে।	[1015, 159, 1536, 204]
classified-text: মিরপুর ডিওএইচএস এলাকায় রেডি ফ্ল্যাট বিক্রয়। ০১৯১১৯৬০০৪১	[230, 1102, 423, 1145]
course-table	[831, 1784, 1526, 2144]
classified-item	[230, 548, 423, 613]
classified-lead: জমি বিক্রয় :	[230, 728, 305, 741]
table-cell: Graphic Design and Online Outsourcing Technique	[859, 2057, 1024, 2101]
ad-signatory-title: প্রধান প্রকৌশলী (অতিঃ দায়িত্ব)	[1311, 1326, 1462, 1341]
classified-column-2	[230, 95, 423, 2355]
table-cell: ১ম শিফট (১০.০০-১.০০) ২য় শিফট (২.০০-৫.০০)	[1383, 1883, 1525, 1941]
classified-item	[66, 561, 219, 656]
classified-lead: অফিস/স্পেস ভাড়া :	[230, 798, 326, 811]
classified-lead: গুলশানে রেডি ফ্ল্যাট বিক্রয় :	[66, 1324, 219, 1337]
classified-text: DEGREE, HONOURS, MASTERS, BBA MBA LAW, AGRICULTURE, BED/BPED, LIBRARY, ENGINEERING, MBBS.BDS (A/C) AM, MEDICINE, DENTAL, LABTECH, NURSING, PHARMACY, MICROBIOLOGY, PHYSIOTHERAPY, ADVOCATESHIP। www.premierbd.net, UTTARA, MALIBAG # 01711661439	[434, 1645, 603, 1842]
classified-text: গাজীপুর সদরে রাস্তার পাশে জমি বিক্রয়। ০১৭১৫৩৪৯০১২	[230, 673, 423, 701]
table-cell: ৪.	[832, 1999, 859, 2057]
page-number: ২	[42, 6, 83, 79]
table-header: কোর্সের নাম	[859, 1785, 1024, 1826]
table-cell: H.S.C experience in the use of general windows application	[1236, 2057, 1383, 2101]
classified-text: টয়োটা প্রিমিও ২০১২ মডেল গাড়ি বিক্রয় হবে। Financesector। ০১৭১২১৮৭০৪৩৭	[230, 354, 423, 397]
story-headline: গভীর খাদে	[671, 440, 751, 462]
classified-code: সি: ২৬১৭৯/১৭	[156, 1556, 219, 1567]
ad-notice-title: ভর্তির বিজ্ঞপ্তি	[1049, 1645, 1309, 1708]
classified-lead: নাক কান গলা রোগ :	[434, 1350, 535, 1363]
classified-code: সি: ২৬২২৩/১৭	[360, 1078, 423, 1090]
table-cell: ৪ (চার) মাস জানুয়ারী-এপ্রিল/২০১৮ পর্যন্ত	[1024, 1941, 1106, 1999]
classified-text: পূর্বাচলে বিভিন্ন সাইজের প্লট বিক্রয়। যোগাযোগ: ০১৭১২১৯২৬৮১	[230, 494, 423, 522]
story-body: (প্রথম পৃষ্ঠার পর) বাসটি নিয়ন্ত্রণ হারিয়ে সড়কের পাশে গভীর খাদে পড়ে যায়। এতে ঘটনাস্থলেই কয়েকজন যাত্রী নিহত হন। আহতদের স্থানীয় হাসপাতালে ভর্তি করা হয়েছে। ফায়ার সার্ভিস ও পুলিশ উদ্ধার অভিযান চালায়।	[614, 462, 807, 557]
classified-text: কুরিয়ার গণ্য গ্রহণ ও ডেলিভারি, AIR & SEA। www.dslbd.com	[434, 1475, 603, 1518]
story-body: ঢাকার প্রথম নির্বাচিত মেয়র ও আওয়ামী লীগের সাবেক প্রেসিডিয়াম সদস্য মোহাম্মদ হানিফের ১১তম মৃত্যুবার্ষিকী আজ। দিবসটি উপলক্ষে বিভিন্ন সংগঠন নানা কর্মসূচি গ্রহণ করেছে।	[819, 405, 1004, 483]
